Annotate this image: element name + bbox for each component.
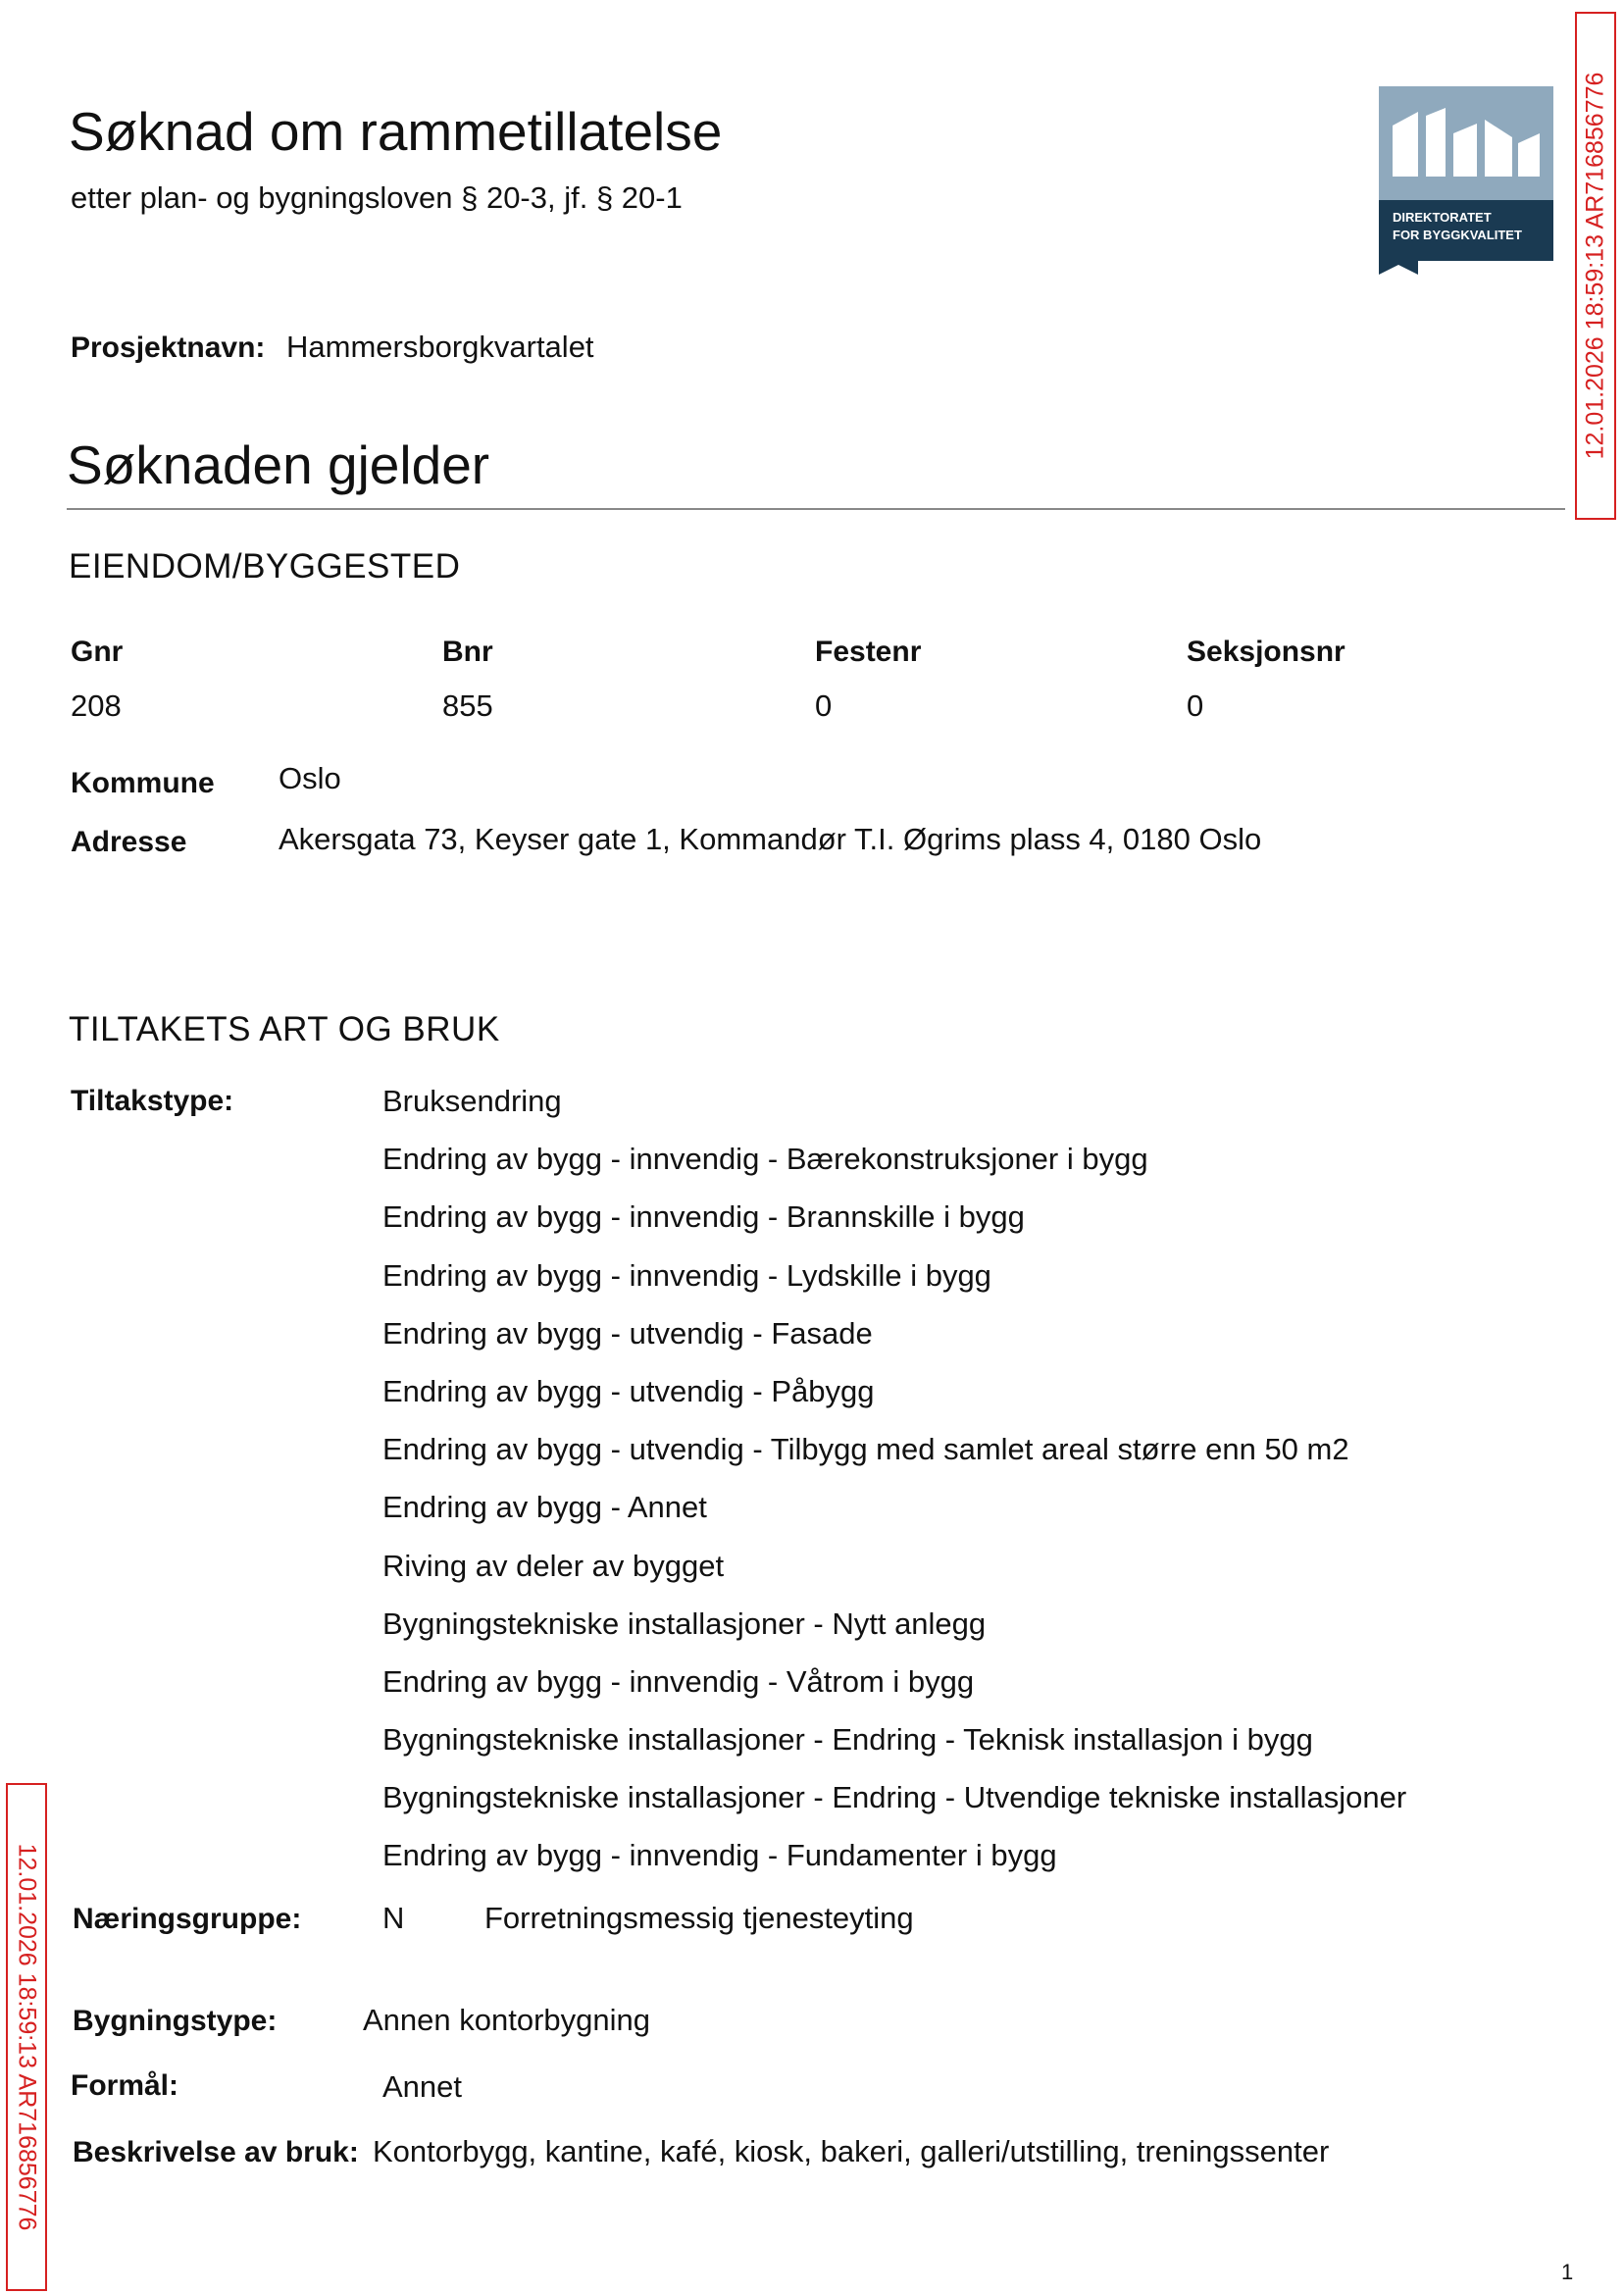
list-item: Endring av bygg - Annet [382, 1490, 707, 1525]
adresse-label: Adresse [71, 826, 187, 858]
formaal-label: Formål: [71, 2069, 179, 2102]
list-item: Endring av bygg - innvendig - Våtrom i bygg [382, 1663, 975, 1699]
naeringsgruppe-code: N [382, 1901, 405, 1935]
list-item: Endring av bygg - utvendig - Tilbygg med samlet areal større enn 50 m2 [382, 1432, 1349, 1467]
tiltakstype-list [382, 1084, 1406, 1897]
project-label: Prosjektnavn: [71, 331, 266, 364]
list-item: Riving av deler av bygget [382, 1548, 725, 1583]
stamp-text: 12.01.2026 18:59:13 AR716856776 [13, 1843, 41, 2231]
page-number: 1 [1561, 2260, 1574, 2284]
list-item: Endring av bygg - innvendig - Brannskille i bygg [382, 1199, 1025, 1235]
dibk-logo-icon [1379, 86, 1553, 275]
list-item: Endring av bygg - innvendig - Fundamenter i bygg [382, 1838, 1057, 1873]
list-item: Endring av bygg - utvendig - Fasade [382, 1315, 873, 1351]
festenr-label: Festenr [815, 636, 922, 668]
kommune-value: Oslo [279, 761, 341, 795]
festenr-value: 0 [815, 688, 833, 723]
adresse-value: Akersgata 73, Keyser gate 1, Kommandør T.I. Øgrims plass 4, 0180 Oslo [279, 822, 1262, 856]
timestamp-stamp-top [1575, 12, 1616, 520]
seksjonsnr-value: 0 [1187, 688, 1204, 723]
bygningstype-label: Bygningstype: [73, 2005, 278, 2037]
logo-line1: DIREKTORATET [1393, 210, 1492, 225]
naeringsgruppe-value: Forretningsmessig tjenesteyting [484, 1901, 914, 1935]
property-heading: EIENDOM/BYGGESTED [69, 547, 461, 586]
naeringsgruppe-label: Næringsgruppe: [73, 1903, 302, 1935]
logo-line2: FOR BYGGKVALITET [1393, 228, 1522, 242]
document-title: Søknad om rammetillatelse [69, 101, 723, 162]
bnr-value: 855 [442, 688, 493, 723]
list-item: Bruksendring [382, 1084, 562, 1118]
kommune-label: Kommune [71, 767, 215, 799]
section-divider [67, 508, 1565, 510]
gnr-label: Gnr [71, 636, 124, 668]
seksjonsnr-label: Seksjonsnr [1187, 636, 1345, 668]
tiltakstype-label: Tiltakstype: [71, 1085, 234, 1117]
list-item: Bygningstekniske installasjoner - Endring - Teknisk installasjon i bygg [382, 1722, 1313, 1758]
gnr-value: 208 [71, 688, 122, 723]
project-value: Hammersborgkvartalet [286, 330, 594, 364]
beskrivelse-value: Kontorbygg, kantine, kafé, kiosk, bakeri, galleri/utstilling, treningssenter [373, 2134, 1330, 2168]
timestamp-stamp-bottom [6, 1783, 47, 2291]
formaal-value: Annet [382, 2069, 463, 2104]
bygningstype-value: Annen kontorbygning [363, 2003, 651, 2037]
dibk-logo [1379, 86, 1553, 275]
beskrivelse-label: Beskrivelse av bruk: [73, 2136, 359, 2168]
list-item: Bygningstekniske installasjoner - Endring - Utvendige tekniske installasjoner [382, 1780, 1407, 1815]
tiltak-heading: TILTAKETS ART OG BRUK [69, 1010, 500, 1048]
bnr-label: Bnr [442, 636, 493, 668]
section-title: Søknaden gjelder [67, 434, 490, 495]
list-item: Endring av bygg - utvendig - Påbygg [382, 1373, 875, 1408]
stamp-text: 12.01.2026 18:59:13 AR716856776 [1581, 72, 1609, 460]
document-subtitle: etter plan- og bygningsloven § 20-3, jf. § 20-1 [71, 180, 683, 215]
list-item: Bygningstekniske installasjoner - Nytt anlegg [382, 1606, 987, 1641]
list-item: Endring av bygg - innvendig - Bærekonstruksjoner i bygg [382, 1142, 1148, 1177]
list-item: Endring av bygg - innvendig - Lydskille i bygg [382, 1257, 991, 1293]
